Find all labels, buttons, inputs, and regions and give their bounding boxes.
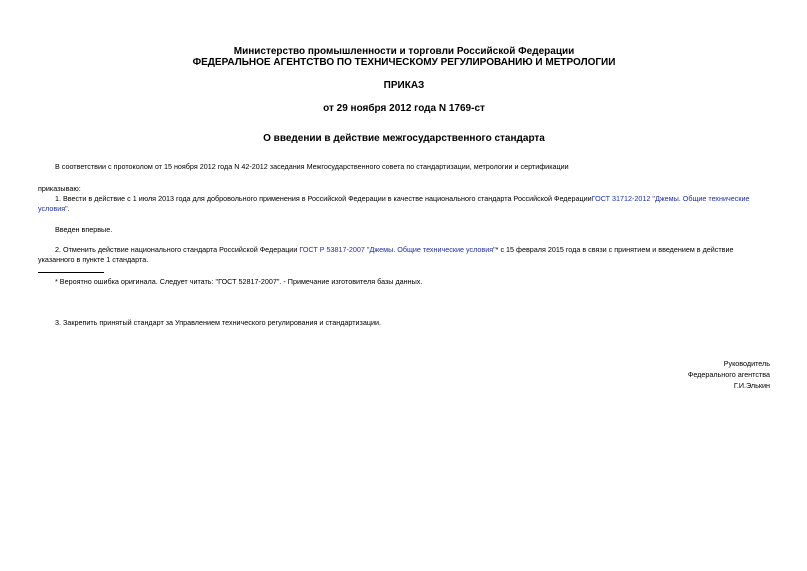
preamble: В соответствии с протоколом от 15 ноября 2012 года N 42-2012 заседания Межгосударственного совета по стандартизации, метрологии и сертификации xyxy=(55,162,569,171)
footnote: * Вероятно ошибка оригинала. Следует читать: "ГОСТ 52817-2007". - Примечание изготовителя базы данных. xyxy=(55,277,423,286)
doc-type: ПРИКАЗ xyxy=(383,80,425,91)
signature-agency: Федерального агентства xyxy=(687,370,770,379)
ministry-title: Министерство промышленности и торговли Российской Федерации xyxy=(233,46,575,57)
document-page xyxy=(38,0,770,571)
introduced-first: Введен впервые. xyxy=(55,225,113,234)
signature-title: Руководитель xyxy=(723,359,770,368)
footnote-divider xyxy=(38,272,104,273)
gost-31712-link[interactable]: ГОСТ 31712-2012 "Джемы. Общие технические условия" xyxy=(38,194,750,213)
item-1-text: 1. Ввести в действие с 1 июля 2013 года для добровольного применения в Российской Федерации в качестве национального стандарта Российской Федерации xyxy=(55,194,592,203)
doc-date-number: от 29 ноября 2012 года N 1769-ст xyxy=(323,103,485,114)
order-word: приказываю: xyxy=(38,184,81,193)
item-2 xyxy=(38,245,770,265)
item-1-tail: . xyxy=(67,204,70,213)
agency-title: ФЕДЕРАЛЬНОЕ АГЕНТСТВО ПО ТЕХНИЧЕСКОМУ РЕГУЛИРОВАНИЮ И МЕТРОЛОГИИ xyxy=(192,57,616,68)
item-3: 3. Закрепить принятый стандарт за Управлением технического регулирования и стандартизации. xyxy=(55,318,381,327)
signature-name: Г.И.Элькин xyxy=(733,381,770,390)
item-2-text: 2. Отменить действие национального стандарта Российской Федерации xyxy=(55,245,300,254)
gost-r-53817-link[interactable]: ГОСТ Р 53817-2007 "Джемы. Общие технические условия" xyxy=(299,245,496,254)
item-1 xyxy=(38,194,770,214)
doc-subject: О введении в действие межгосударственного стандарта xyxy=(263,133,545,144)
item-2-tail: * с 15 февраля 2015 года в связи с принятием и введением в действие указанного в пункте 1 стандарта. xyxy=(38,245,734,264)
